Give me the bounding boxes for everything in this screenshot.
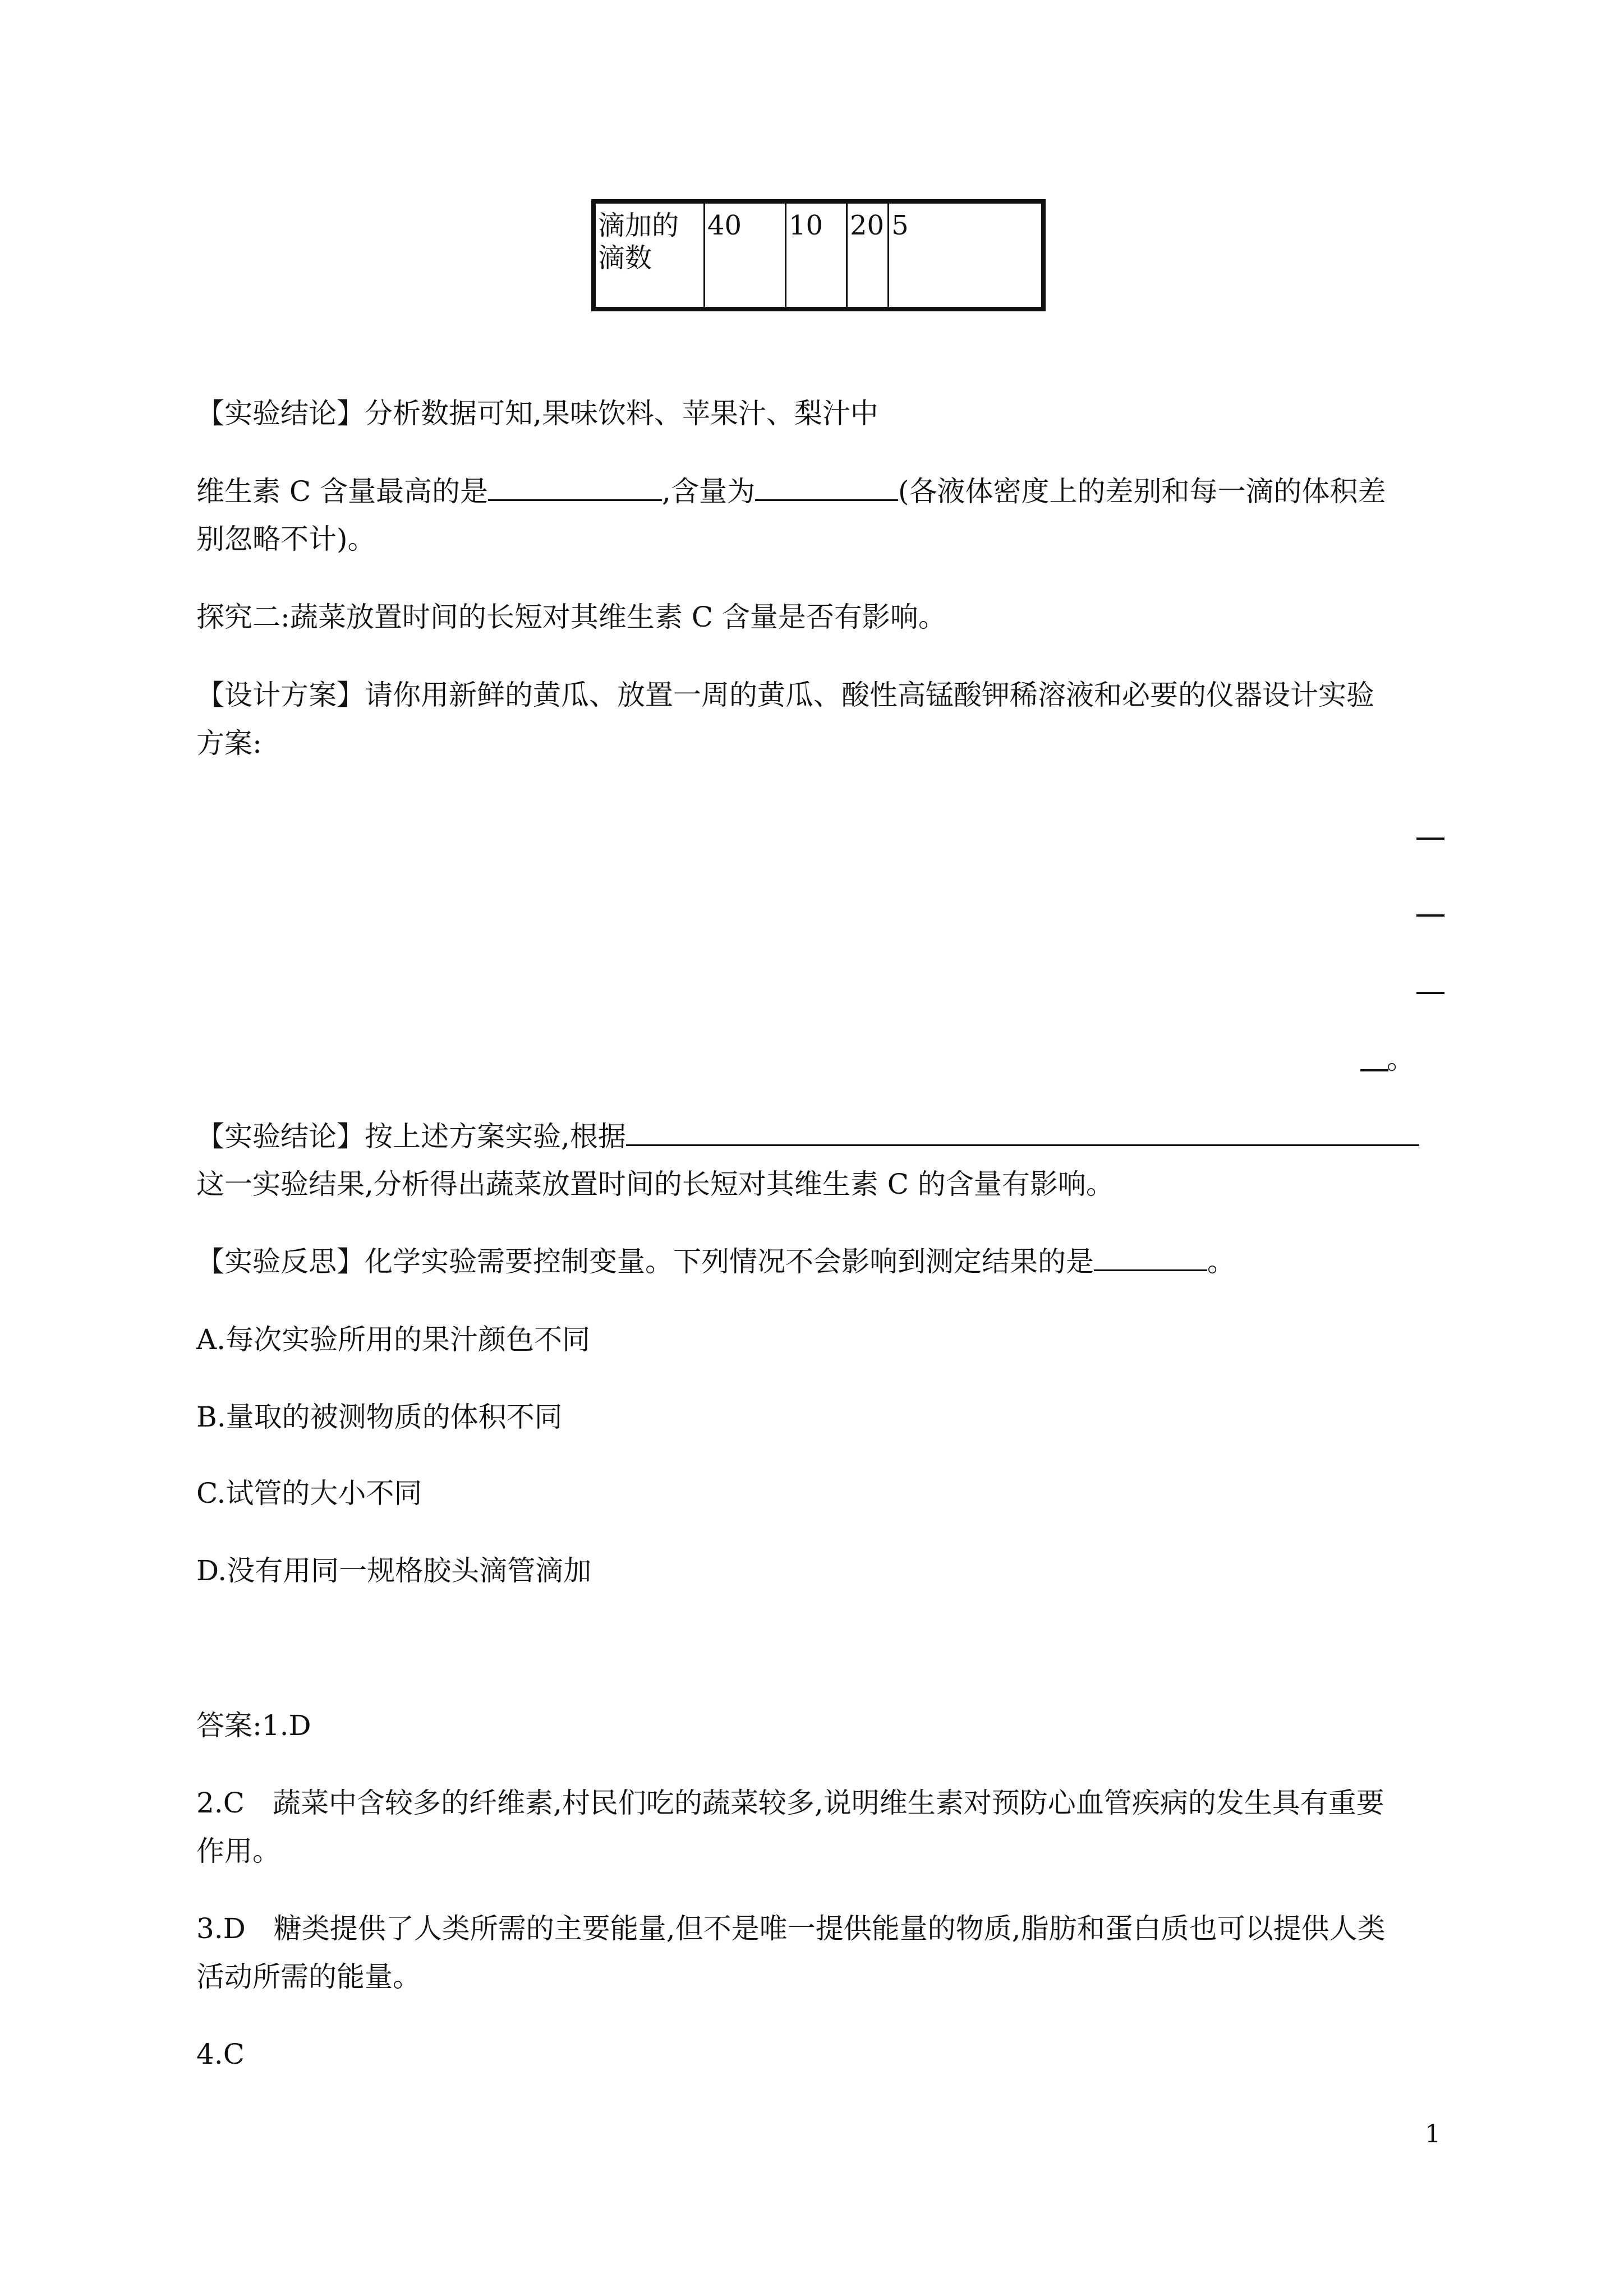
- answer-3-line2: 活动所需的能量。: [196, 1961, 421, 1993]
- explore2-heading: 探究二:蔬菜放置时间的长短对其维生素 C 含量是否有影响。: [196, 601, 946, 633]
- answer-line: [1416, 838, 1444, 840]
- answer-line: [1416, 992, 1444, 994]
- answer-blank: [488, 473, 662, 501]
- answer-line: [1360, 1069, 1388, 1071]
- page-number: 1: [1425, 2120, 1441, 2148]
- answer-blank: [1094, 1244, 1207, 1271]
- table-cell: 40: [705, 201, 786, 309]
- option-d: D.没有用同一规格胶头滴管滴加: [196, 1554, 592, 1587]
- conclusion1-line1: 【实验结论】分析数据可知,果味饮料、苹果汁、梨汁中: [196, 397, 878, 430]
- table-cell: 10: [786, 201, 847, 309]
- table-row: [594, 201, 1043, 309]
- design-line2: 方案:: [196, 727, 262, 760]
- conclusion1-text-b: ,含量为: [662, 475, 755, 508]
- conclusion2-line1: [196, 1119, 1419, 1154]
- option-a: A.每次实验所用的果汁颜色不同: [196, 1323, 591, 1356]
- answer-3-line1: 3.D 糖类提供了人类所需的主要能量,但不是唯一提供能量的物质,脂肪和蛋白质也可以提供人类: [196, 1912, 1386, 1945]
- reflection-line: [196, 1244, 1235, 1280]
- data-table: [591, 199, 1046, 311]
- answer-2-line1: 2.C 蔬菜中含较多的纤维素,村民们吃的蔬菜较多,说明维生素对预防心血管疾病的发生具有重要: [196, 1787, 1384, 1819]
- conclusion1-line2: [196, 473, 1386, 509]
- table-cell: 5: [889, 201, 1043, 309]
- conclusion2-text: 【实验结论】按上述方案实验,根据: [196, 1120, 626, 1153]
- option-c: C.试管的大小不同: [196, 1477, 422, 1510]
- conclusion1-text-a: 维生素 C 含量最高的是: [196, 475, 489, 508]
- conclusion1-line3: 别忽略不计)。: [196, 523, 376, 555]
- conclusion2-line2: 这一实验结果,分析得出蔬菜放置时间的长短对其维生素 C 的含量有影响。: [196, 1168, 1114, 1200]
- answer-1: 答案:1.D: [196, 1709, 311, 1742]
- answer-line: [1416, 914, 1444, 917]
- table-cell: 20: [847, 201, 889, 309]
- answer-2-line2: 作用。: [196, 1835, 280, 1867]
- conclusion1-text-c: (各液体密度上的差别和每一滴的体积差: [898, 475, 1386, 508]
- option-b: B.量取的被测物质的体积不同: [196, 1401, 563, 1433]
- answer-4: 4.C: [196, 2038, 245, 2070]
- reflection-end: 。: [1207, 1245, 1235, 1278]
- answer-blank: [626, 1119, 1419, 1146]
- answer-blank: [755, 473, 898, 501]
- design-line1: 【设计方案】请你用新鲜的黄瓜、放置一周的黄瓜、酸性高锰酸钾稀溶液和必要的仪器设计实验: [196, 679, 1374, 711]
- reflection-text: 【实验反思】化学实验需要控制变量。下列情况不会影响到测定结果的是: [196, 1245, 1094, 1278]
- design-end-mark: 。: [1387, 1043, 1415, 1075]
- table-row-label: 滴加的滴数: [594, 201, 705, 309]
